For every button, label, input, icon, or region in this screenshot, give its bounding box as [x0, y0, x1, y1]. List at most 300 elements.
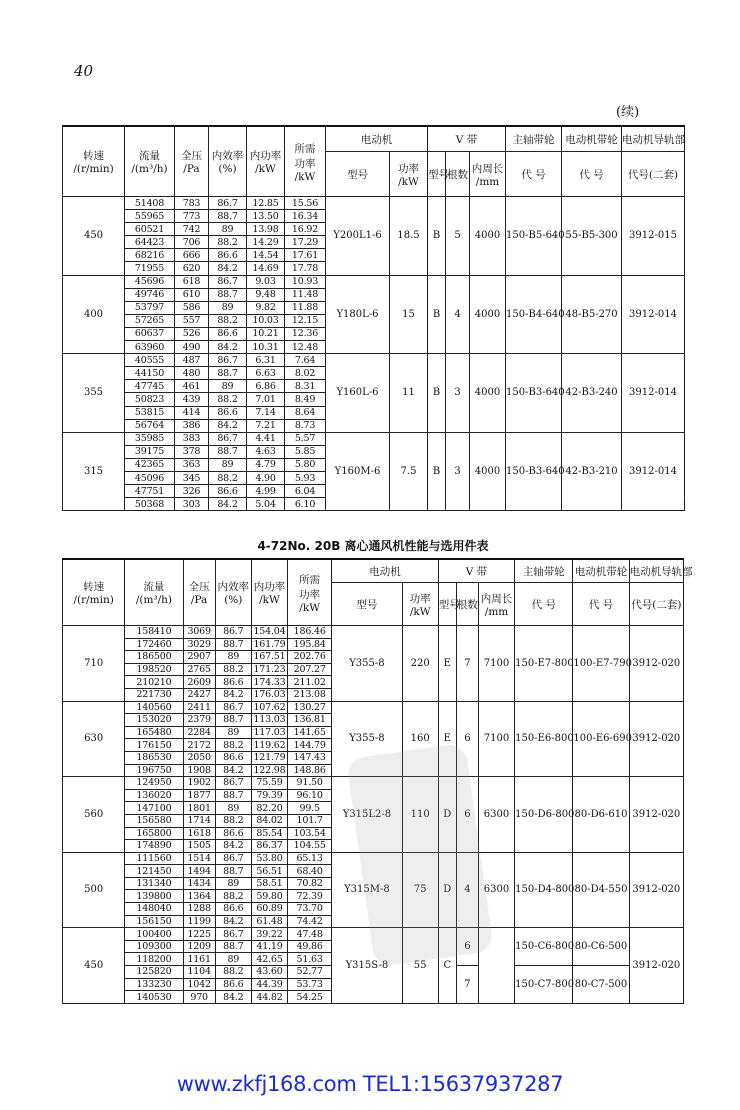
required-power-cell: 73.70: [288, 903, 332, 916]
required-power-cell: 99.5: [288, 802, 332, 815]
speed-header-label: 转速: [83, 581, 105, 593]
required-power-cell: 17.29: [285, 236, 326, 249]
motor-model-header: 型号: [326, 152, 390, 197]
required-power-cell: 68.40: [288, 865, 332, 878]
required-power-cell: 12.48: [285, 341, 326, 354]
spindle-code-header: 代 号: [506, 152, 562, 197]
vbelt-type-cell: E: [438, 701, 456, 777]
flow-cell: 156150: [125, 915, 183, 928]
flow-cell: 125820: [125, 966, 183, 979]
flow-header-label: 流量: [139, 150, 160, 162]
vbelt-count-cell: 3: [446, 432, 470, 511]
motor-model-cell: Y315L2-8: [332, 777, 402, 853]
pressure-cell: 378: [175, 445, 209, 458]
power-cell: 119.62: [251, 739, 287, 752]
pressure-cell: 2411: [183, 701, 215, 714]
efficiency-cell: 89: [215, 877, 251, 890]
flow-header: [125, 126, 175, 197]
motor-pulley-code-cell: 80-D6-610: [573, 777, 629, 853]
power-cell: 12.85: [247, 197, 285, 210]
footer-contact[interactable]: www.zkfj168.com TEL1:15637937287: [176, 1072, 564, 1096]
pressure-cell: 1494: [183, 865, 215, 878]
efficiency-cell: 88.7: [215, 714, 251, 727]
efficiency-cell: 88.2: [215, 814, 251, 827]
efficiency-header-unit: (%): [218, 163, 237, 175]
pressure-header-unit: /Pa: [183, 163, 200, 175]
power-cell: 7.14: [247, 406, 285, 419]
flow-header: [125, 559, 183, 626]
power-cell: 161.79: [251, 638, 287, 651]
motor-header: 电动机: [332, 559, 439, 583]
efficiency-header-unit: (%): [224, 594, 243, 606]
pressure-cell: 1877: [183, 789, 215, 802]
efficiency-cell: 86.6: [215, 751, 251, 764]
power-cell: 117.03: [251, 726, 287, 739]
efficiency-cell: 86.7: [215, 928, 251, 941]
speed-cell: 400: [63, 275, 125, 354]
table-row: [63, 432, 685, 445]
power-cell: 4.63: [247, 445, 285, 458]
efficiency-cell: 88.7: [209, 445, 247, 458]
pressure-cell: 742: [175, 223, 209, 236]
efficiency-cell: 84.2: [209, 262, 247, 275]
vbelt-count-header: 根数: [456, 583, 478, 626]
pressure-cell: 1225: [183, 928, 215, 941]
efficiency-cell: 84.2: [209, 498, 247, 511]
pressure-cell: 2765: [183, 663, 215, 676]
power-cell: 10.03: [247, 314, 285, 327]
vbelt-count-cell: 6: [456, 777, 478, 853]
power-cell: 176.03: [251, 688, 287, 701]
flow-cell: 51408: [125, 197, 175, 210]
motor-model-cell: Y355-8: [332, 701, 402, 777]
efficiency-cell: 86.7: [209, 275, 247, 288]
vbelt-count-cell: 6: [456, 701, 478, 777]
vbelt-type-header: 型号: [428, 152, 446, 197]
power-cell: 9.03: [247, 275, 285, 288]
speed-cell: 500: [63, 852, 125, 928]
efficiency-cell: 89: [209, 380, 247, 393]
pressure-cell: 1514: [183, 852, 215, 865]
power-cell: 43.60: [251, 966, 287, 979]
spindle-code-cell: 150-E6-800: [515, 701, 573, 777]
flow-cell: 55965: [125, 210, 175, 223]
efficiency-header: [215, 559, 251, 626]
flow-cell: 140530: [125, 991, 183, 1004]
required-power-cell: 148.86: [288, 764, 332, 777]
power-cell: 154.04: [251, 626, 287, 639]
motor-model-header: 型号: [332, 583, 402, 626]
vbelt-count-cell: 7: [456, 626, 478, 702]
power-cell: 56.51: [251, 865, 287, 878]
rail-code-cell: 3912-020: [629, 701, 683, 777]
efficiency-cell: 86.6: [209, 406, 247, 419]
power-cell: 84.02: [251, 814, 287, 827]
flow-cell: 221730: [125, 688, 183, 701]
required-power-cell: 5.80: [285, 458, 326, 471]
motor-pulley-code-cell: 80-D4-550: [573, 852, 629, 928]
required-power-cell: 53.73: [288, 978, 332, 991]
flow-cell: 124950: [125, 777, 183, 790]
table-row: [63, 275, 685, 288]
required-power-cell: 104.55: [288, 840, 332, 853]
pressure-header-label: 全压: [181, 150, 202, 162]
power-cell: 121.79: [251, 751, 287, 764]
motor-power-cell: 160: [402, 701, 438, 777]
efficiency-cell: 88.7: [215, 789, 251, 802]
motor-power-cell: 75: [402, 852, 438, 928]
header-row: [63, 126, 685, 152]
pressure-cell: 2907: [183, 651, 215, 664]
spindle-pulley-header: 主轴带轮: [515, 559, 573, 583]
pressure-cell: 1505: [183, 840, 215, 853]
motor-model-cell: Y315S-8: [332, 928, 402, 1004]
rail-code-cell: 3912-020: [629, 928, 683, 1004]
motor-power-header-label: 功率: [409, 592, 431, 605]
rail-code-cell: 3912-014: [622, 432, 685, 511]
efficiency-cell: 88.2: [209, 471, 247, 484]
flow-cell: 198520: [125, 663, 183, 676]
pressure-cell: 1288: [183, 903, 215, 916]
required-power-header: [288, 559, 332, 626]
efficiency-cell: 88.2: [209, 314, 247, 327]
pressure-cell: 3069: [183, 626, 215, 639]
power-cell: 4.79: [247, 458, 285, 471]
flow-cell: 50823: [125, 393, 175, 406]
power-cell: 13.50: [247, 210, 285, 223]
spindle-code-cell: 150-D4-800: [515, 852, 573, 928]
vbelt-length-header: [470, 152, 506, 197]
efficiency-cell: 88.2: [209, 393, 247, 406]
vbelt-length-cell: 4000: [470, 354, 506, 433]
pressure-cell: 2284: [183, 726, 215, 739]
efficiency-cell: 88.2: [215, 966, 251, 979]
flow-cell: 186500: [125, 651, 183, 664]
speed-header-unit: /(r/min): [73, 163, 114, 175]
vbelt-length-header: [478, 583, 514, 626]
pressure-header-label: 全压: [188, 581, 210, 593]
power-cell: 14.69: [247, 262, 285, 275]
motor-power-header: [390, 152, 428, 197]
pressure-cell: 557: [175, 314, 209, 327]
pressure-cell: 490: [175, 341, 209, 354]
vbelt-type-header: 型号: [438, 583, 456, 626]
rail-code-cell: 3912-020: [629, 626, 683, 702]
vbelt-type-cell: B: [428, 197, 446, 276]
flow-cell: 176150: [125, 739, 183, 752]
required-power-cell: 195.84: [288, 638, 332, 651]
flow-cell: 68216: [125, 249, 175, 262]
pressure-cell: 487: [175, 354, 209, 367]
flow-cell: 53797: [125, 301, 175, 314]
efficiency-header-label: 内效率: [211, 150, 244, 162]
pressure-cell: 386: [175, 419, 209, 432]
speed-cell: 710: [63, 626, 125, 702]
motor-power-cell: 55: [402, 928, 438, 1004]
efficiency-cell: 89: [215, 726, 251, 739]
required-power-cell: 16.34: [285, 210, 326, 223]
motor-pulley-code-cell: 42-B3-240: [562, 354, 622, 433]
required-power-cell: 10.93: [285, 275, 326, 288]
required-power-cell: 11.88: [285, 301, 326, 314]
vbelt-type-cell: D: [438, 852, 456, 928]
efficiency-header: [209, 126, 247, 197]
motor-power-cell: 110: [402, 777, 438, 853]
flow-cell: 56764: [125, 419, 175, 432]
spindle-code-cell: 150-E7-800: [515, 626, 573, 702]
efficiency-cell: 88.7: [209, 367, 247, 380]
power-cell: 174.33: [251, 676, 287, 689]
flow-cell: 131340: [125, 877, 183, 890]
power-cell: 85.54: [251, 827, 287, 840]
flow-cell: 100400: [125, 928, 183, 941]
required-power-cell: 47.48: [288, 928, 332, 941]
header-row: [63, 559, 684, 583]
rail-code-cell: 3912-020: [629, 852, 683, 928]
flow-cell: 140560: [125, 701, 183, 714]
vbelt-count-cell: 3: [446, 354, 470, 433]
efficiency-cell: 86.7: [209, 354, 247, 367]
efficiency-cell: 88.2: [215, 890, 251, 903]
power-cell: 79.39: [251, 789, 287, 802]
required-power-cell: 8.64: [285, 406, 326, 419]
required-power-cell: 6.04: [285, 485, 326, 498]
required-power-req_power: 所需: [299, 573, 321, 586]
power-header: [251, 559, 287, 626]
power-header-unit: /kW: [255, 163, 276, 175]
flow-cell: 136020: [125, 789, 183, 802]
motor-model-cell: Y200L1-6: [326, 197, 390, 276]
required-power-cell: 207.27: [288, 663, 332, 676]
pressure-cell: 1902: [183, 777, 215, 790]
power-cell: 75.59: [251, 777, 287, 790]
rail-code-header: 代号(二套): [629, 583, 683, 626]
flow-cell: 156580: [125, 814, 183, 827]
motor-power-cell: 220: [402, 626, 438, 702]
power-cell: 10.21: [247, 327, 285, 340]
required-power-req_power2: 功率: [294, 157, 316, 170]
required-power-cell: 91.50: [288, 777, 332, 790]
power-cell: 171.23: [251, 663, 287, 676]
efficiency-cell: 84.2: [209, 419, 247, 432]
vbelt-count-cell: 4: [446, 275, 470, 354]
flow-cell: 196750: [125, 764, 183, 777]
pressure-cell: 783: [175, 197, 209, 210]
required-power-cell: 12.36: [285, 327, 326, 340]
required-power-cell: 8.73: [285, 419, 326, 432]
required-power-cell: 211.02: [288, 676, 332, 689]
vbelt-count-cell: 7: [456, 966, 478, 1004]
rail-header: 电动机导轨部: [622, 126, 685, 152]
vbelt-count-header: 根数: [446, 152, 470, 197]
efficiency-cell: 89: [215, 953, 251, 966]
required-power-cell: 8.31: [285, 380, 326, 393]
efficiency-cell: 88.7: [215, 940, 251, 953]
efficiency-cell: 89: [209, 223, 247, 236]
pressure-cell: 1209: [183, 940, 215, 953]
motor-power-cell: 11: [390, 354, 428, 433]
required-power-req_power_unit: /kW: [294, 170, 316, 183]
flow-cell: 47751: [125, 485, 175, 498]
flow-header-label: 流量: [143, 581, 165, 593]
flow-cell: 121450: [125, 865, 183, 878]
pressure-cell: 1364: [183, 890, 215, 903]
pressure-cell: 461: [175, 380, 209, 393]
rail-code-cell: 3912-014: [622, 275, 685, 354]
table-row: [63, 354, 685, 367]
efficiency-cell: 86.6: [215, 676, 251, 689]
required-power-cell: 103.54: [288, 827, 332, 840]
efficiency-cell: 89: [215, 651, 251, 664]
efficiency-cell: 86.6: [215, 978, 251, 991]
vbelt-length-cell: 4000: [470, 432, 506, 511]
pressure-cell: 1161: [183, 953, 215, 966]
efficiency-cell: 86.6: [209, 327, 247, 340]
motor-power-cell: 18.5: [390, 197, 428, 276]
efficiency-cell: 88.7: [215, 865, 251, 878]
required-power-header: [285, 126, 326, 197]
speed-header-unit: /(r/min): [73, 594, 114, 606]
required-power-cell: 52.77: [288, 966, 332, 979]
motor-pulley-code-cell: 100-E7-790: [573, 626, 629, 702]
vbelt-type-cell: B: [428, 432, 446, 511]
required-power-cell: 65.13: [288, 852, 332, 865]
pressure-cell: 970: [183, 991, 215, 1004]
efficiency-cell: 88.7: [209, 210, 247, 223]
power-cell: 59.80: [251, 890, 287, 903]
flow-header-unit: /(m³/h): [131, 163, 168, 175]
vbelt-header: V 带: [428, 126, 506, 152]
flow-cell: 118200: [125, 953, 183, 966]
power-cell: 9.48: [247, 288, 285, 301]
rail-header: 电动机导轨部: [629, 559, 683, 583]
efficiency-cell: 86.7: [215, 626, 251, 639]
page-number: 40: [74, 62, 94, 80]
pressure-cell: 1714: [183, 814, 215, 827]
efficiency-cell: 89: [215, 802, 251, 815]
pressure-cell: 2050: [183, 751, 215, 764]
rail-code-header: 代号(二套): [622, 152, 685, 197]
spindle-code-cell: 150-D6-800: [515, 777, 573, 853]
pressure-cell: 1801: [183, 802, 215, 815]
motor-pulley-header: 电动机带轮: [573, 559, 629, 583]
speed-cell: 450: [63, 197, 125, 276]
pressure-cell: 326: [175, 485, 209, 498]
pressure-cell: 610: [175, 288, 209, 301]
vbelt-type-cell: B: [428, 354, 446, 433]
efficiency-cell: 86.7: [209, 197, 247, 210]
required-power-cell: 202.76: [288, 651, 332, 664]
required-power-cell: 49.86: [288, 940, 332, 953]
pressure-cell: 706: [175, 236, 209, 249]
spindle-code-cell: 150-C7-800: [515, 966, 573, 1004]
table-row: [63, 626, 684, 639]
speed-header: [63, 126, 125, 197]
efficiency-cell: 86.7: [215, 852, 251, 865]
flow-cell: 45096: [125, 471, 175, 484]
vbelt-count-cell: 5: [446, 197, 470, 276]
speed-cell: 560: [63, 777, 125, 853]
power-cell: 58.51: [251, 877, 287, 890]
table-row: [63, 701, 684, 714]
vbelt-type-cell: D: [438, 777, 456, 853]
efficiency-cell: 84.2: [215, 991, 251, 1004]
power-cell: 122.98: [251, 764, 287, 777]
spindle-code-cell: 150-B3-640: [506, 354, 562, 433]
rail-code-cell: 3912-014: [622, 354, 685, 433]
flow-cell: 35985: [125, 432, 175, 445]
rail-code-cell: 3912-020: [629, 777, 683, 853]
power-cell: 4.41: [247, 432, 285, 445]
power-cell: 9.82: [247, 301, 285, 314]
required-power-cell: 5.57: [285, 432, 326, 445]
required-power-cell: 17.61: [285, 249, 326, 262]
motor-pulley-code-cell: 80-C6-500: [573, 928, 629, 966]
flow-cell: 45696: [125, 275, 175, 288]
power-cell: 42.65: [251, 953, 287, 966]
efficiency-cell: 84.2: [215, 840, 251, 853]
vbelt-length-header-unit: /mm: [475, 175, 500, 188]
required-power-cell: 51.63: [288, 953, 332, 966]
required-power-cell: 17.78: [285, 262, 326, 275]
flow-cell: 42365: [125, 458, 175, 471]
pressure-cell: 345: [175, 471, 209, 484]
flow-cell: 111560: [125, 852, 183, 865]
pressure-cell: 383: [175, 432, 209, 445]
required-power-cell: 72.39: [288, 890, 332, 903]
efficiency-cell: 86.6: [209, 485, 247, 498]
power-cell: 4.90: [247, 471, 285, 484]
motor-power-cell: 15: [390, 275, 428, 354]
flow-cell: 165800: [125, 827, 183, 840]
flow-cell: 49746: [125, 288, 175, 301]
flow-cell: 60521: [125, 223, 175, 236]
pressure-cell: 586: [175, 301, 209, 314]
flow-cell: 44150: [125, 367, 175, 380]
power-cell: 44.82: [251, 991, 287, 1004]
required-power-req_power: 所需: [294, 142, 316, 155]
vbelt-length-cell: 4000: [470, 197, 506, 276]
required-power-cell: 7.64: [285, 354, 326, 367]
vbelt-count-cell: 4: [456, 852, 478, 928]
vbelt-length-header-label: 内周长: [480, 592, 513, 605]
required-power-cell: 136.81: [288, 714, 332, 727]
pressure-cell: 1434: [183, 877, 215, 890]
rail-code-cell: 3912-015: [622, 197, 685, 276]
vbelt-length-cell: 7100: [478, 626, 514, 702]
pressure-cell: 1104: [183, 966, 215, 979]
pressure-cell: 618: [175, 275, 209, 288]
power-cell: 167.51: [251, 651, 287, 664]
flow-cell: 139800: [125, 890, 183, 903]
power-cell: 6.31: [247, 354, 285, 367]
vbelt-length-header-unit: /mm: [484, 605, 509, 618]
pressure-cell: 480: [175, 367, 209, 380]
speed-cell: 630: [63, 701, 125, 777]
motor-power-header-unit: /kW: [398, 175, 419, 188]
motor-pulley-code-cell: 55-B5-300: [562, 197, 622, 276]
power-header: [247, 126, 285, 197]
motor-model-cell: Y160L-6: [326, 354, 390, 433]
vbelt-length-cell: 7100: [478, 701, 514, 777]
vbelt-length-cell: 4000: [470, 275, 506, 354]
required-power-cell: 16.92: [285, 223, 326, 236]
power-header-label: 内功率: [253, 581, 286, 593]
flow-cell: 210210: [125, 676, 183, 689]
pressure-cell: 303: [175, 498, 209, 511]
flow-cell: 158410: [125, 626, 183, 639]
motor-pulley-code-cell: 48-B5-270: [562, 275, 622, 354]
